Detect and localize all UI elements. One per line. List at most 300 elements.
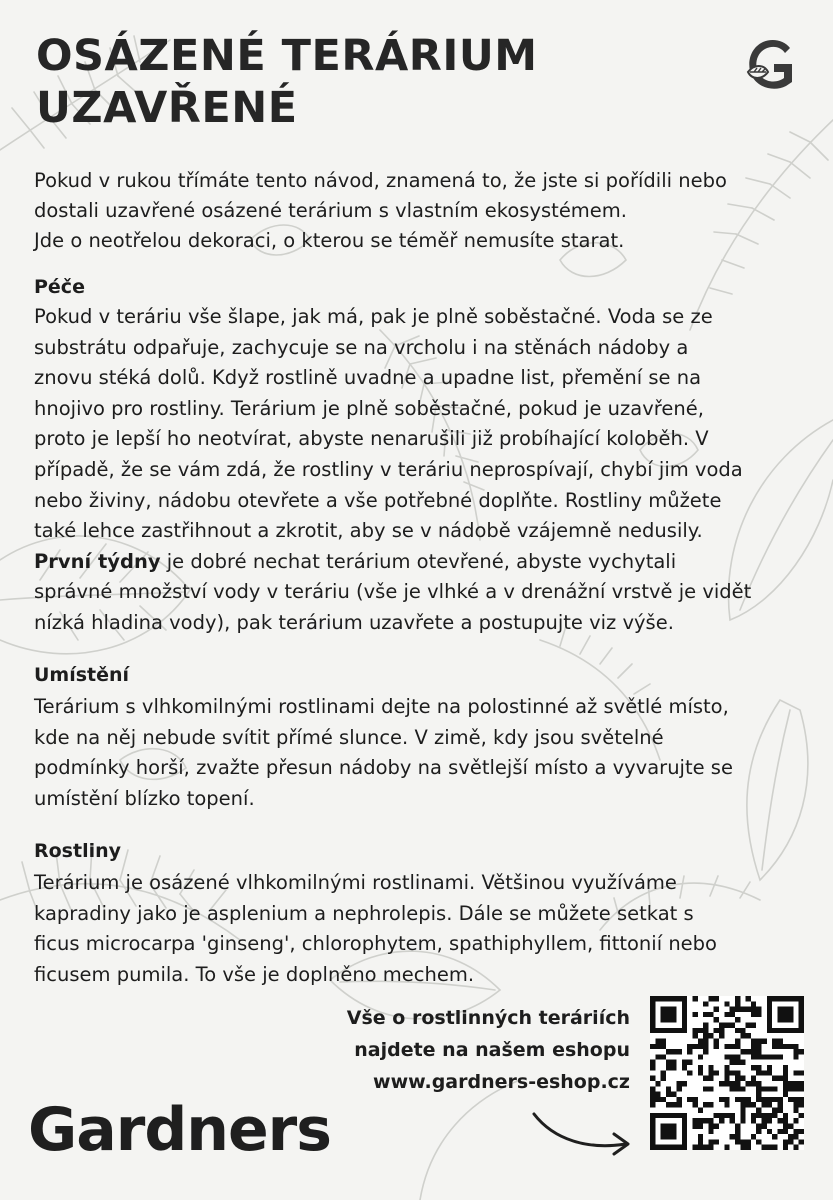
qr-module <box>767 996 772 1001</box>
qr-module <box>671 1060 676 1065</box>
qr-module <box>655 1044 660 1049</box>
qr-module <box>762 1086 767 1091</box>
qr-module <box>698 1139 703 1144</box>
intro-line: dostali uzavřené osázené terárium s vlastním ekosystémem. <box>34 199 627 222</box>
qr-module <box>735 1081 740 1086</box>
qr-module <box>772 1054 777 1059</box>
qr-module <box>783 1139 788 1144</box>
qr-module <box>783 1086 788 1091</box>
qr-module <box>756 1108 761 1113</box>
qr-module <box>677 1145 682 1150</box>
qr-module <box>682 1065 687 1070</box>
qr-module <box>740 1139 745 1144</box>
qr-module <box>666 1092 671 1097</box>
qr-module <box>762 1038 767 1043</box>
qr-module <box>692 1028 697 1033</box>
plants-line: ficus microcarpa 'ginseng', chlorophytem, spathiphyllem, fittonií nebo <box>34 932 717 956</box>
qr-module <box>682 1139 687 1144</box>
qr-module <box>703 1076 708 1081</box>
qr-module <box>767 1017 772 1022</box>
qr-module <box>698 1123 703 1128</box>
qr-module <box>650 996 655 1001</box>
qr-module <box>735 1001 740 1006</box>
qr-module <box>756 1129 761 1134</box>
qr-module <box>655 1145 660 1150</box>
qr-module <box>650 1129 655 1134</box>
qr-module <box>724 1023 729 1028</box>
qr-module <box>799 1049 804 1054</box>
qr-module <box>762 1070 767 1075</box>
qr-module <box>650 1086 655 1091</box>
qr-module <box>666 1028 671 1033</box>
qr-module <box>682 1145 687 1150</box>
qr-module <box>650 1044 655 1049</box>
qr-module <box>793 1070 798 1075</box>
qr-module <box>666 1060 671 1065</box>
qr-module <box>799 1113 804 1118</box>
qr-module <box>751 1065 756 1070</box>
qr-module <box>714 1113 719 1118</box>
qr-module <box>687 1060 692 1065</box>
intro-paragraph <box>34 166 814 256</box>
qr-module <box>762 1123 767 1128</box>
qr-module <box>746 1139 751 1144</box>
qr-module <box>767 1065 772 1070</box>
qr-module <box>767 1001 772 1006</box>
qr-module <box>730 1070 735 1075</box>
qr-module <box>767 1113 772 1118</box>
qr-module <box>772 1028 777 1033</box>
qr-module <box>788 1081 793 1086</box>
qr-module <box>783 996 788 1001</box>
plants-line: Terárium je osázené vlhkomilnými rostlinami. Většinou využíváme <box>34 871 677 894</box>
qr-module <box>735 1123 740 1128</box>
qr-module <box>756 1139 761 1144</box>
title-line-2: UZAVŘENÉ <box>36 83 298 133</box>
plants-line: ficusem pumila. To vše je doplněno mechem. <box>34 962 475 986</box>
qr-module <box>703 1033 708 1038</box>
qr-module <box>783 1070 788 1075</box>
qr-module <box>671 1134 676 1139</box>
qr-module <box>751 1113 756 1118</box>
qr-module <box>777 1007 782 1012</box>
qr-module <box>767 1102 772 1107</box>
qr-module <box>788 1139 793 1144</box>
qr-module <box>767 1054 772 1059</box>
qr-module <box>719 1118 724 1123</box>
qr-module <box>714 996 719 1001</box>
qr-module <box>735 1086 740 1091</box>
qr-module <box>708 1129 713 1134</box>
qr-module <box>788 1134 793 1139</box>
plants-heading: Rostliny <box>34 840 122 862</box>
qr-module <box>724 1001 729 1006</box>
qr-module <box>708 1070 713 1075</box>
qr-module <box>730 1081 735 1086</box>
qr-module <box>740 1033 745 1038</box>
qr-module <box>692 1097 697 1102</box>
care-paragraph <box>34 302 820 639</box>
qr-module <box>714 1017 719 1022</box>
qr-module <box>793 1108 798 1113</box>
care-line: nízká hladina vody), pak terárium uzavřete a postupujte viz výše. <box>34 610 674 634</box>
qr-module <box>650 1092 655 1097</box>
qr-module <box>762 1118 767 1123</box>
qr-module <box>677 1097 682 1102</box>
care-line: znovu stéká dolů. Když rostlině uvadne a upadne list, přemění se na <box>34 366 702 390</box>
qr-module <box>783 1076 788 1081</box>
qr-module <box>677 1081 682 1086</box>
qr-module <box>730 1007 735 1012</box>
qr-module <box>714 1044 719 1049</box>
qr-module <box>708 996 713 1001</box>
qr-module <box>650 1023 655 1028</box>
qr-module <box>751 1081 756 1086</box>
qr-module <box>650 1001 655 1006</box>
qr-module <box>751 1049 756 1054</box>
qr-module <box>677 996 682 1001</box>
qr-module <box>682 1118 687 1123</box>
qr-module <box>746 1081 751 1086</box>
qr-module <box>772 1044 777 1049</box>
qr-module <box>767 1012 772 1017</box>
qr-module <box>756 1081 761 1086</box>
qr-module <box>746 996 751 1001</box>
qr-module <box>772 1145 777 1150</box>
qr-module <box>719 1097 724 1102</box>
qr-module <box>677 1086 682 1091</box>
qr-module <box>687 1049 692 1054</box>
qr-module <box>793 1134 798 1139</box>
qr-module <box>777 1044 782 1049</box>
qr-module <box>682 1123 687 1128</box>
qr-module <box>735 1097 740 1102</box>
qr-module <box>767 1086 772 1091</box>
qr-module <box>698 1065 703 1070</box>
qr-module <box>735 1139 740 1144</box>
qr-module <box>698 1044 703 1049</box>
qr-module <box>682 1001 687 1006</box>
qr-module <box>735 1044 740 1049</box>
qr-module <box>661 1097 666 1102</box>
qr-module <box>655 1081 660 1086</box>
qr-module <box>756 1012 761 1017</box>
qr-module <box>772 1097 777 1102</box>
qr-module <box>783 1092 788 1097</box>
qr-module <box>735 1028 740 1033</box>
qr-module <box>682 1012 687 1017</box>
qr-module <box>799 1023 804 1028</box>
qr-module <box>777 1076 782 1081</box>
qr-module <box>793 1049 798 1054</box>
qr-module <box>777 1108 782 1113</box>
qr-module <box>756 1054 761 1059</box>
qr-module <box>730 1054 735 1059</box>
qr-module <box>767 1007 772 1012</box>
placement-heading: Umístění <box>34 664 130 686</box>
qr-module <box>751 1038 756 1043</box>
qr-module <box>661 1113 666 1118</box>
qr-module <box>788 996 793 1001</box>
care-line: hnojivo pro rostliny. Terárium je plně soběstačné, pokud je uzavřené, <box>34 396 704 420</box>
qr-module <box>666 1065 671 1070</box>
qr-module <box>788 1123 793 1128</box>
qr-module <box>714 1028 719 1033</box>
qr-module <box>799 1017 804 1022</box>
qr-module <box>703 1012 708 1017</box>
qr-module <box>772 1108 777 1113</box>
qr-module <box>661 1145 666 1150</box>
qr-module <box>671 1123 676 1128</box>
qr-module <box>772 1134 777 1139</box>
qr-module <box>751 1023 756 1028</box>
qr-module <box>692 1033 697 1038</box>
qr-module <box>655 1054 660 1059</box>
qr-module <box>671 1012 676 1017</box>
qr-module <box>698 1145 703 1150</box>
qr-module <box>719 1023 724 1028</box>
qr-module <box>692 1123 697 1128</box>
qr-module <box>756 1123 761 1128</box>
qr-module <box>661 1076 666 1081</box>
qr-module <box>740 1086 745 1091</box>
qr-module <box>735 1070 740 1075</box>
qr-module <box>783 1118 788 1123</box>
qr-module <box>708 1139 713 1144</box>
qr-module <box>724 1102 729 1107</box>
qr-module <box>740 1097 745 1102</box>
qr-module <box>762 1113 767 1118</box>
qr-module <box>746 1049 751 1054</box>
qr-module <box>692 1145 697 1150</box>
qr-module <box>671 1113 676 1118</box>
qr-module <box>666 1007 671 1012</box>
qr-module <box>671 1145 676 1150</box>
qr-module <box>735 1076 740 1081</box>
qr-module <box>666 1123 671 1128</box>
qr-module <box>687 1070 692 1075</box>
qr-module <box>772 1038 777 1043</box>
qr-module <box>719 1113 724 1118</box>
qr-module <box>783 1017 788 1022</box>
qr-module <box>682 1129 687 1134</box>
qr-module <box>650 1007 655 1012</box>
qr-module <box>655 1038 660 1043</box>
qr-module <box>708 1065 713 1070</box>
qr-module <box>714 1139 719 1144</box>
qr-module <box>703 1038 708 1043</box>
qr-module <box>661 996 666 1001</box>
qr-module <box>783 1145 788 1150</box>
qr-module <box>724 1054 729 1059</box>
qr-module <box>698 1070 703 1075</box>
qr-module <box>719 1028 724 1033</box>
qr-module <box>777 1054 782 1059</box>
qr-module <box>655 1092 660 1097</box>
qr-module <box>650 1017 655 1022</box>
intro-line: Jde o neotřelou dekoraci, o kterou se téměř nemusíte starat. <box>34 229 625 252</box>
gardners-wordmark: Gardners <box>28 1095 331 1165</box>
qr-module <box>730 1086 735 1091</box>
qr-module <box>788 1017 793 1022</box>
care-line: proto je lepší ho neotvírat, abyste nenarušili již probíhající koloběh. V <box>34 427 709 451</box>
qr-module <box>698 1118 703 1123</box>
qr-module <box>661 1129 666 1134</box>
qr-module <box>692 996 697 1001</box>
qr-module <box>767 1145 772 1150</box>
qr-module <box>661 1012 666 1017</box>
qr-module <box>756 1086 761 1091</box>
qr-module <box>708 1145 713 1150</box>
qr-module <box>793 1054 798 1059</box>
qr-module <box>730 1044 735 1049</box>
qr-module <box>735 1007 740 1012</box>
qr-module <box>777 1012 782 1017</box>
qr-module <box>698 1054 703 1059</box>
qr-module <box>724 1012 729 1017</box>
qr-module <box>777 996 782 1001</box>
qr-module <box>714 1123 719 1128</box>
qr-module <box>730 1012 735 1017</box>
qr-module <box>703 1023 708 1028</box>
qr-module <box>703 1102 708 1107</box>
qr-module <box>666 1102 671 1107</box>
qr-module <box>666 1129 671 1134</box>
qr-module <box>692 1118 697 1123</box>
qr-module <box>756 1049 761 1054</box>
care-line: také lehce zastřihnout a zkrotit, aby se v nádobě vzájemně nedusily. <box>34 519 703 543</box>
qr-module <box>735 1038 740 1043</box>
qr-module <box>650 1139 655 1144</box>
qr-module <box>783 1007 788 1012</box>
qr-module <box>650 1097 655 1102</box>
qr-module <box>772 996 777 1001</box>
qr-code[interactable] <box>650 996 804 1150</box>
qr-module <box>708 1012 713 1017</box>
page-title <box>36 30 736 134</box>
promo-line: Vše o rostlinných teráriích <box>346 1007 630 1029</box>
qr-module <box>751 1102 756 1107</box>
care-line: správné množství vody v teráriu (vše je vlhké a v drenážní vrstvě je vidět <box>34 580 752 604</box>
qr-module <box>751 1118 756 1123</box>
qr-module <box>671 1007 676 1012</box>
qr-module <box>793 1102 798 1107</box>
qr-module <box>698 1038 703 1043</box>
qr-module <box>772 1113 777 1118</box>
qr-module <box>655 1097 660 1102</box>
placement-line: podmínky horší, zvažte přesun nádoby na světlejší místo a vyvarujte se <box>34 756 733 780</box>
qr-module <box>708 1102 713 1107</box>
qr-module <box>756 1065 761 1070</box>
qr-module <box>783 1012 788 1017</box>
qr-module <box>677 1028 682 1033</box>
qr-module <box>650 1113 655 1118</box>
qr-module <box>767 1028 772 1033</box>
qr-module <box>777 1028 782 1033</box>
qr-module <box>714 1038 719 1043</box>
qr-module <box>666 1113 671 1118</box>
qr-module <box>682 1134 687 1139</box>
qr-module <box>708 1118 713 1123</box>
qr-module <box>724 1070 729 1075</box>
qr-module <box>666 1145 671 1150</box>
placement-paragraph <box>34 692 820 814</box>
qr-module <box>799 1007 804 1012</box>
qr-module <box>682 1081 687 1086</box>
qr-module <box>677 1102 682 1107</box>
qr-module <box>783 1044 788 1049</box>
qr-module <box>740 1076 745 1081</box>
qr-module <box>788 1044 793 1049</box>
qr-module <box>777 1097 782 1102</box>
qr-module <box>677 1049 682 1054</box>
qr-module <box>650 1118 655 1123</box>
qr-module <box>661 1038 666 1043</box>
qr-module <box>708 1086 713 1091</box>
qr-module <box>740 1060 745 1065</box>
qr-module <box>751 1001 756 1006</box>
qr-module <box>719 1033 724 1038</box>
first-weeks-emphasis: První týdny <box>34 549 161 573</box>
qr-module <box>777 1102 782 1107</box>
qr-module <box>682 1113 687 1118</box>
qr-module <box>735 996 740 1001</box>
qr-module <box>724 1076 729 1081</box>
qr-module <box>767 1129 772 1134</box>
qr-module <box>799 1001 804 1006</box>
qr-module <box>708 1123 713 1128</box>
qr-module <box>661 1054 666 1059</box>
qr-module <box>661 1134 666 1139</box>
qr-module <box>661 1123 666 1128</box>
qr-module <box>735 1017 740 1022</box>
qr-module <box>703 1001 708 1006</box>
qr-module <box>746 1007 751 1012</box>
qr-module <box>687 1097 692 1102</box>
qr-module <box>751 1076 756 1081</box>
qr-module <box>777 1129 782 1134</box>
qr-module <box>682 1007 687 1012</box>
qr-module <box>751 1007 756 1012</box>
qr-module <box>799 1081 804 1086</box>
qr-module <box>740 1108 745 1113</box>
qr-module <box>671 996 676 1001</box>
qr-module <box>650 1123 655 1128</box>
qr-module <box>756 1097 761 1102</box>
qr-module <box>671 1028 676 1033</box>
qr-module <box>767 1070 772 1075</box>
qr-module <box>703 1086 708 1091</box>
qr-module <box>783 1028 788 1033</box>
qr-module <box>740 1049 745 1054</box>
arrow-to-qr-icon <box>528 1100 638 1160</box>
qr-module <box>666 1017 671 1022</box>
eshop-url-link[interactable]: www.gardners-eshop.cz <box>373 1071 630 1093</box>
qr-module <box>793 1028 798 1033</box>
qr-module <box>730 1134 735 1139</box>
qr-module <box>730 1118 735 1123</box>
qr-module <box>671 1049 676 1054</box>
qr-module <box>762 1097 767 1102</box>
qr-module <box>777 1118 782 1123</box>
qr-module <box>740 1102 745 1107</box>
qr-module <box>746 1102 751 1107</box>
qr-module <box>735 1060 740 1065</box>
qr-module <box>698 1108 703 1113</box>
qr-module <box>783 1113 788 1118</box>
qr-module <box>793 1097 798 1102</box>
qr-module <box>793 1081 798 1086</box>
